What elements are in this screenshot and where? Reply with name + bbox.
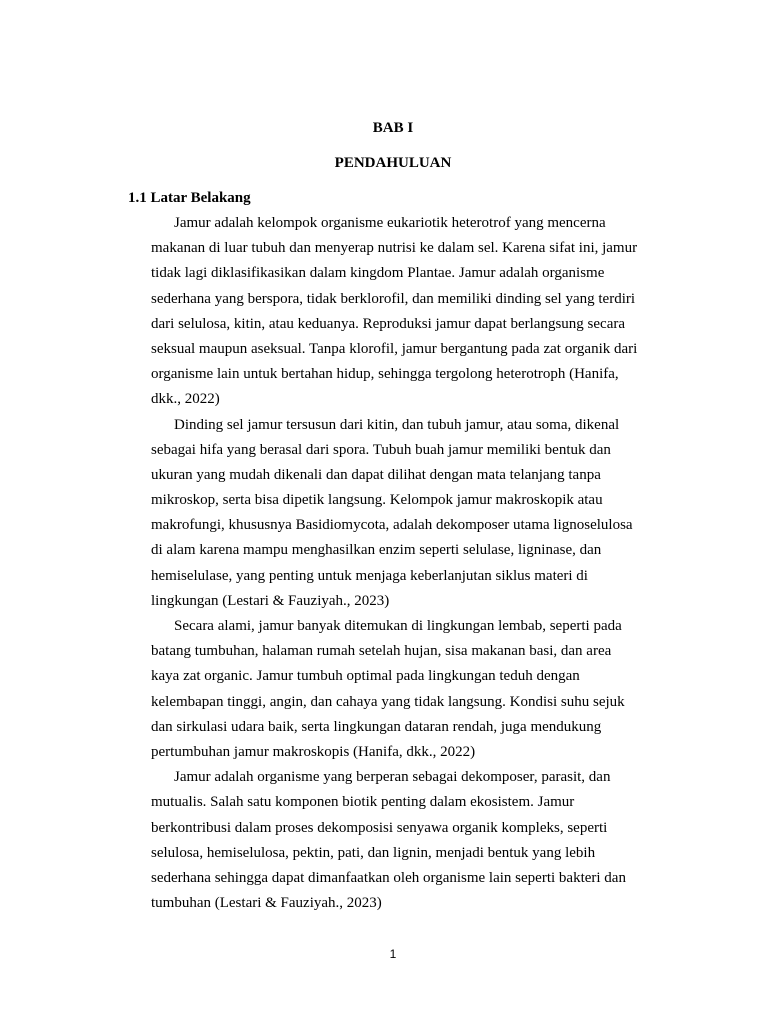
text-line: sebagai hifa yang berasal dari spora. Tubuh buah jamur memiliki bentuk dan [151, 441, 611, 458]
chapter-number: BAB I [372, 120, 414, 136]
text-line: Jamur adalah organisme yang berperan sebagai dekomposer, parasit, dan [174, 769, 611, 786]
text-line: organisme lain untuk bertahan hidup, sehingga tergolong heterotroph (Hanifa, [151, 366, 619, 383]
text-line: sederhana yang berspora, tidak berklorofil, dan memiliki dinding sel yang terdiri [151, 290, 636, 307]
text-line: dan sirkulasi udara baik, serta lingkungan dataran rendah, juga mendukung [151, 718, 602, 735]
text-line: sederhana sehingga dapat dimanfaatkan oleh organisme lain seperti bakteri dan [151, 869, 626, 886]
page-number: 1 [389, 947, 397, 961]
text-line: ukuran yang mudah dikenali dan dapat dilihat dengan mata telanjang tanpa [151, 466, 601, 483]
text-line: pertumbuhan jamur makroskopis (Hanifa, dkk., 2022) [151, 743, 476, 760]
text-line: dari selulosa, kitin, atau keduanya. Reproduksi jamur dapat berlangsung secara [151, 315, 626, 332]
text-line: Dinding sel jamur tersusun dari kitin, dan tubuh jamur, atau soma, dikenal [174, 416, 620, 433]
text-line: mikroskop, serta bisa dipetik langsung. Kelompok jamur makroskopik atau [151, 492, 603, 509]
text-line: kelembapan tinggi, angin, dan cahaya yang tidak langsung. Kondisi suhu sejuk [151, 693, 625, 710]
text-line: Secara alami, jamur banyak ditemukan di lingkungan lembab, seperti pada [174, 618, 622, 634]
text-line: berkontribusi dalam proses dekomposisi senyawa organik kompleks, seperti [151, 819, 608, 836]
text-line: hemiselulase, yang penting untuk menjaga keberlanjutan siklus materi di [151, 567, 588, 584]
text-line: kaya zat organic. Jamur tumbuh optimal pada lingkungan teduh dengan [151, 668, 580, 685]
text-line: dkk., 2022) [151, 391, 220, 408]
text-line: makrofungi, khususnya Basidiomycota, adalah dekomposer utama lignoselulosa [151, 517, 633, 534]
text-line: makanan di luar tubuh dan menyerap nutrisi ke dalam sel. Karena sifat ini, jamur [151, 240, 638, 257]
text-line: batang tumbuhan, halaman rumah setelah hujan, sisa makanan basi, dan area [151, 643, 612, 660]
text-line: selulosa, hemiselulosa, pektin, pati, dan lignin, menjadi bentuk yang lebih [151, 844, 596, 861]
text-line: tumbuhan (Lestari & Fauziyah., 2023) [151, 895, 382, 912]
body-text [151, 211, 671, 916]
text-line: mutualis. Salah satu komponen biotik penting dalam ekosistem. Jamur [151, 794, 575, 811]
text-line: seksual maupun aseksual. Tanpa klorofil, jamur bergantung pada zat organik dari [151, 340, 638, 357]
text-line: tidak lagi diklasifikasikan dalam kingdom Plantae. Jamur adalah organisme [151, 265, 605, 282]
text-line: lingkungan (Lestari & Fauziyah., 2023) [151, 592, 390, 609]
text-line: Jamur adalah kelompok organisme eukariotik heterotrof yang mencerna [174, 215, 606, 231]
chapter-title: PENDAHULUAN [334, 155, 452, 171]
text-line: di alam karena mampu menghasilkan enzim seperti selulase, ligninase, dan [151, 542, 602, 559]
section-heading: 1.1 Latar Belakang [128, 190, 251, 206]
